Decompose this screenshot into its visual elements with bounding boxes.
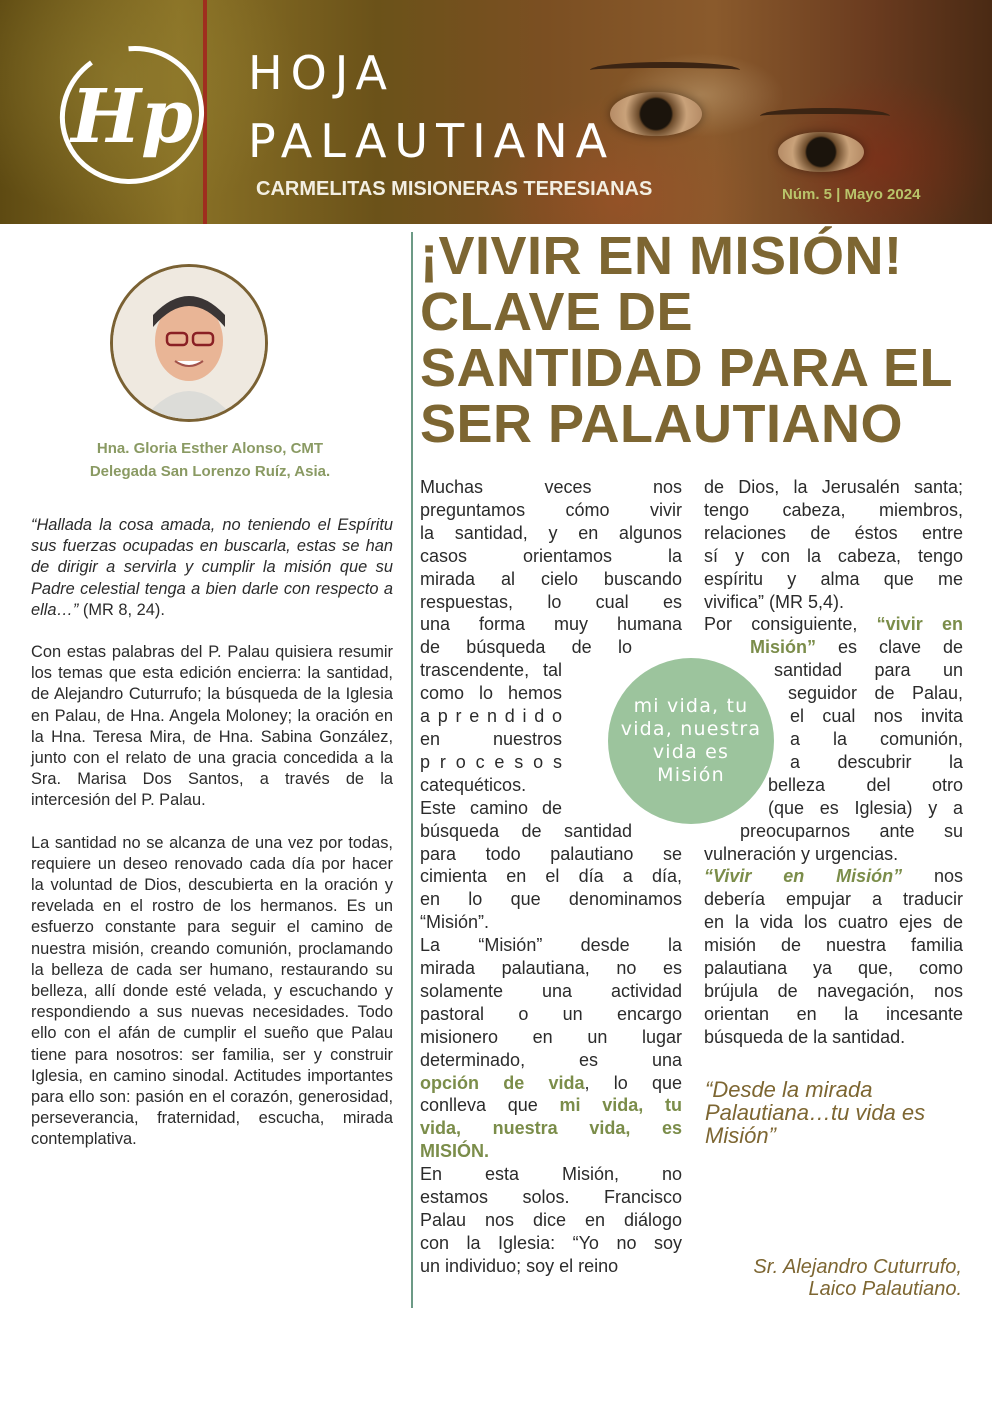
highlight-mivida: mi vida, tu bbox=[559, 1095, 682, 1116]
article-line: el cual nos invita bbox=[790, 706, 963, 727]
article-line bbox=[420, 1117, 682, 1140]
eye-decoration bbox=[610, 92, 702, 136]
signature-name: Sr. Alejandro Cuturrufo, bbox=[753, 1256, 962, 1278]
masthead-title-line1: HOJA bbox=[248, 46, 396, 100]
article-line: misión de nuestra familia bbox=[704, 935, 963, 956]
highlight-vivir: “vivir en bbox=[876, 614, 963, 635]
intro-paragraph-1: Con estas palabras del P. Palau quisiera resumir los temas que esta edición encierra: la santidad, de Alejandro Cuturrufo; la búsqueda de la Iglesia en Palau, de Hna. Angela Moloney; la oración en la Hna. Teresa Mira, de Hna. Sabina González, junto con el relato de una gracia concedida a la Sra. Marisa Dos Santos, a través de la intercesión del P. Palau. bbox=[31, 643, 393, 810]
article-line: seguidor de Palau, bbox=[788, 683, 963, 704]
issue-number: Núm. 5 | Mayo 2024 bbox=[782, 186, 921, 203]
article-line: estamos solos. Francisco bbox=[420, 1187, 682, 1208]
article-line: determinado, es una bbox=[420, 1049, 682, 1070]
headline-line: SER PALAUTIANO bbox=[420, 394, 904, 454]
headline-line: SANTIDAD PARA EL bbox=[420, 338, 953, 398]
column-2-top bbox=[704, 476, 963, 613]
article-line: mirada palautiana, no es bbox=[420, 958, 682, 979]
article-line: con la Iglesia: “Yo no soy bbox=[420, 1232, 682, 1253]
text-run: es clave de bbox=[816, 637, 963, 658]
article-line: palautiana ya que, como bbox=[704, 958, 963, 979]
article-line: espíritu y alma que me bbox=[704, 568, 963, 589]
article-signature bbox=[690, 1256, 962, 1300]
article-line: respuestas, lo cual es bbox=[420, 591, 682, 612]
article-line: tengo cabeza, miembros, bbox=[704, 499, 963, 520]
article-line bbox=[704, 636, 963, 659]
text-run: , lo que bbox=[584, 1072, 682, 1093]
portrait-image bbox=[113, 267, 265, 419]
intro-text bbox=[31, 515, 393, 1172]
article-line: en nuestros bbox=[420, 728, 562, 749]
column-divider bbox=[411, 232, 413, 1308]
article-line: preocuparnos ante su bbox=[740, 820, 963, 841]
text-run: nos bbox=[902, 866, 963, 887]
article-line: MISIÓN. bbox=[420, 1141, 490, 1162]
article-line: cimienta en el día a día, bbox=[420, 866, 682, 887]
article-line: santidad para un bbox=[774, 660, 963, 681]
article-line: Este camino de bbox=[420, 797, 562, 818]
article-line: En esta Misión, no bbox=[420, 1164, 682, 1185]
callout-circle bbox=[608, 658, 774, 824]
intro-quote bbox=[31, 515, 393, 621]
article-line: búsqueda de la santidad. bbox=[704, 1026, 906, 1047]
signature-title: Laico Palautiano. bbox=[808, 1278, 962, 1300]
article-line: debería empujar a traducir bbox=[704, 889, 963, 910]
article-line: brújula de navegación, nos bbox=[704, 980, 963, 1001]
article-line: en la vida los cuatro ejes de bbox=[704, 912, 963, 933]
article-line: en lo que denominamos bbox=[420, 889, 682, 910]
text-run: Por consiguiente, bbox=[704, 614, 877, 635]
article-line: orientan en la incesante bbox=[704, 1003, 963, 1024]
article-line: p r o c e s o s bbox=[420, 751, 562, 772]
article-line: belleza del otro bbox=[768, 774, 963, 795]
callout-text: mi vida, tu vida, nuestra vida es Misión bbox=[620, 695, 762, 786]
article-line: catequéticos. bbox=[420, 774, 527, 795]
article-line: sí y con la cabeza, tengo bbox=[704, 545, 963, 566]
hp-logo bbox=[52, 40, 212, 190]
highlight-opcion: opción de vida bbox=[420, 1072, 585, 1093]
author-role: Delegada San Lorenzo Ruíz, Asia. bbox=[89, 463, 331, 480]
article-line: una forma muy humana bbox=[420, 614, 682, 635]
article-line: misionero en un lugar bbox=[420, 1026, 682, 1047]
column-1-tail bbox=[420, 1163, 682, 1278]
article-line: solamente una actividad bbox=[420, 980, 682, 1001]
article-line bbox=[420, 1094, 682, 1117]
masthead-title-line2: PALAUTIANA bbox=[248, 114, 616, 168]
article-line: vulneración y urgencias. bbox=[704, 843, 899, 864]
article-column-1 bbox=[420, 476, 682, 1278]
masthead-subtitle: CARMELITAS MISIONERAS TERESIANAS bbox=[256, 178, 653, 200]
highlight-mision: MISIÓN bbox=[420, 1141, 485, 1162]
article-line: trascendente, tal bbox=[420, 660, 562, 681]
article-line: preguntamos cómo vivir bbox=[420, 499, 682, 520]
article-line bbox=[420, 1072, 682, 1095]
brow-decoration bbox=[760, 108, 890, 124]
article-line: búsqueda de santidad bbox=[420, 820, 632, 841]
article-line: de Dios, la Jerusalén santa; bbox=[704, 477, 963, 497]
article-line: un individuo; soy el reino bbox=[420, 1255, 619, 1276]
article-line: para todo palautiano se bbox=[420, 843, 682, 864]
quote-ref: (MR 8, 24). bbox=[78, 600, 165, 619]
article-line: de búsqueda de lo bbox=[420, 637, 632, 658]
text-run: conlleva que bbox=[420, 1095, 560, 1116]
article-line: como lo hemos bbox=[420, 683, 562, 704]
eye-decoration bbox=[778, 132, 864, 172]
highlight-vivir-mision: “Vivir en Misión” bbox=[704, 866, 903, 887]
article-line: Muchas veces nos bbox=[420, 477, 682, 497]
article-line: “Misión”. bbox=[420, 912, 490, 933]
article-line: a p r e n d i d o bbox=[420, 706, 562, 727]
article-line: La “Misión” desde la bbox=[420, 935, 682, 956]
brow-decoration bbox=[590, 62, 740, 78]
headline-line: ¡VIVIR EN MISIÓN! bbox=[420, 226, 903, 286]
author-portrait bbox=[110, 264, 268, 422]
article-line: vivifica” (MR 5,4). bbox=[704, 591, 845, 612]
article-line: a descubrir la bbox=[790, 751, 963, 772]
closing-quote: “Desde la mirada Palautiana…tu vida es Misión” bbox=[705, 1077, 926, 1148]
article-line: a la comunión, bbox=[790, 728, 963, 749]
headline-line: CLAVE DE bbox=[420, 282, 694, 342]
article-line: la santidad, y en algunos bbox=[420, 522, 682, 543]
article-line bbox=[704, 865, 963, 888]
header-banner bbox=[0, 0, 992, 224]
logo-letters: Hp bbox=[71, 74, 193, 160]
quote-text: “Hallada la cosa amada, no teniendo el Espíritu sus fuerzas ocupadas en buscarla, estas se han de dirigir a servirla y cumplir la misión que su Padre celestial tenga a bien darle con respecto a ella…” bbox=[31, 516, 393, 619]
article-line: pastoral o un encargo bbox=[420, 1003, 682, 1024]
article-line: relaciones de éstos entre bbox=[704, 522, 963, 543]
intro-paragraph-2: La santidad no se alcanza de una vez por todas, requiere un deseo renovado cada día por hacer la voluntad de Dios, descubierta en la oración y revelada en el rostro de los hermanos. Es un esfuerzo constante para seguir el camino de nuestra misión, creando comunión, proclamando la belleza de cada ser humano, restaurando su belleza, allí donde esté velada, y escuchando y respondiendo a sus nuevas necesidades. Todo ello con el afán de cumplir el sueño que Palau tiene para nosotros: ser familia, ser y construir Iglesia, en camino sinodal. Actitudes importantes para ello son: pasión en el corazón, generosidad, perseverancia, fraternidad, escucha, mirada contemplativa. bbox=[31, 833, 393, 1149]
author-name: Hna. Gloria Esther Alonso, CMT bbox=[96, 440, 324, 457]
article-line: casos orientamos la bbox=[420, 545, 682, 566]
highlight-mision-2: Misión” bbox=[750, 637, 816, 658]
highlight-mivida-2: vida, nuestra vida, es bbox=[420, 1118, 682, 1139]
article-line: mirada al cielo buscando bbox=[420, 568, 682, 589]
article-line bbox=[704, 613, 963, 636]
article-line: (que es Iglesia) y a bbox=[768, 797, 963, 818]
article-headline bbox=[420, 228, 980, 452]
article-line: Palau nos dice en diálogo bbox=[420, 1210, 682, 1230]
column-2-bottom bbox=[704, 888, 963, 1048]
